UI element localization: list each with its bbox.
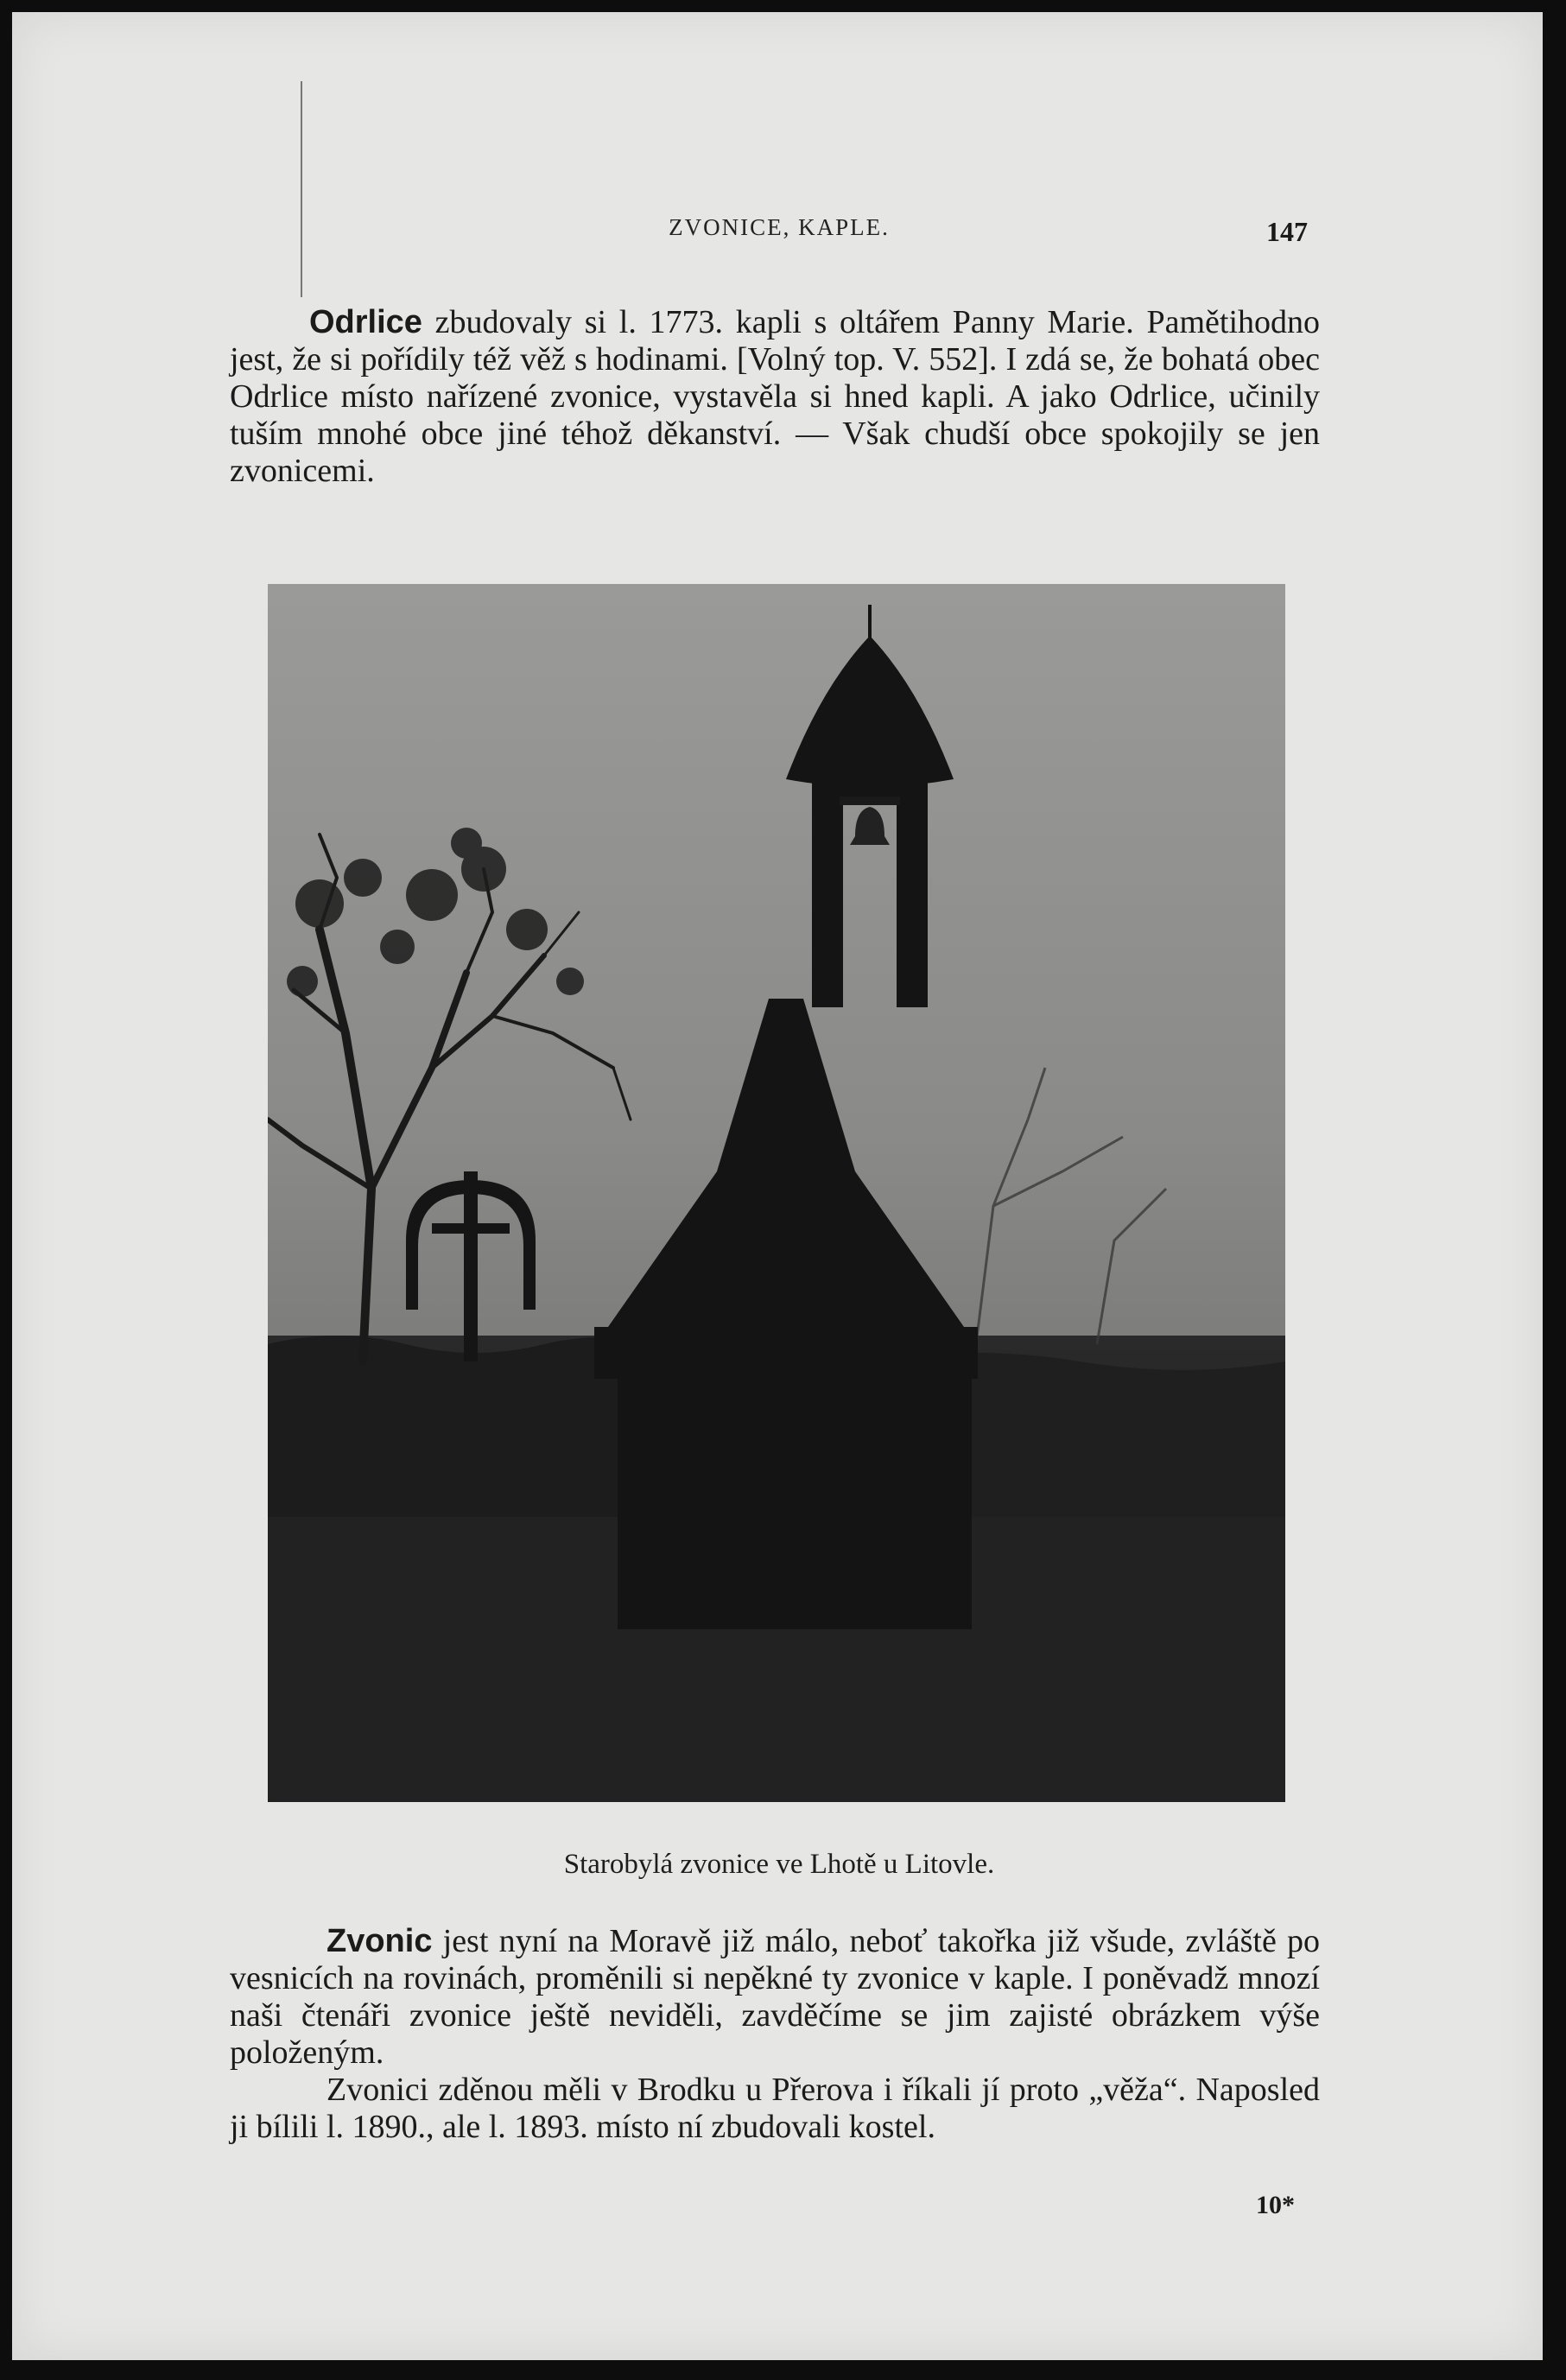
paragraph-text: Zvonici zděnou měli v Brodku u Přerova i říkali jí proto „věža“. Naposled ji bílili l. 1890., ale l. 1893. místo ní zbudovali kostel. (230, 2072, 1320, 2145)
paragraph-odrlice (230, 304, 1320, 490)
paragraph-zvonic (230, 1923, 1320, 2072)
paragraph-lead-word: Zvonic (327, 1923, 433, 1959)
photo-illustration (268, 584, 1285, 1802)
bell-tower-photograph (268, 584, 1285, 1802)
paragraph-brodek (230, 2072, 1320, 2146)
signature-mark: 10* (1256, 2191, 1295, 2219)
margin-rule (301, 81, 302, 297)
page-number: 147 (1266, 216, 1308, 247)
paragraph-text: jest nyní na Moravě již málo, neboť takořka již všude, zvláště po vesnicích na rovinách, proměnili si nepěkné ty zvonice v kaple. I poněvadž mnozí naši čtenáři zvonice ještě neviděli, zavděčíme se jim zajisté obrázkem výše položeným. (230, 1923, 1320, 2071)
figure-caption: Starobylá zvonice ve Lhotě u Litovle. (563, 1849, 995, 1880)
paragraph-text: zbudovaly si l. 1773. kapli s oltářem Panny Marie. Pamětihodno jest, že si pořídily též věž s hodinami. [Volný top. V. 552]. I zdá se, že bohatá obec Odrlice místo nařízené zvonice, vystavěla si hned kapli. A jako Odrlice, učinily tuším mnohé obce jiné téhož děkanství. — Však chudší obce spokojily se jen zvonicemi. (230, 304, 1320, 489)
page-header (12, 209, 1543, 261)
book-page (12, 12, 1543, 2360)
running-head: ZVONICE, KAPLE. (669, 214, 890, 240)
paragraph-lead-word: Odrlice (309, 304, 422, 340)
